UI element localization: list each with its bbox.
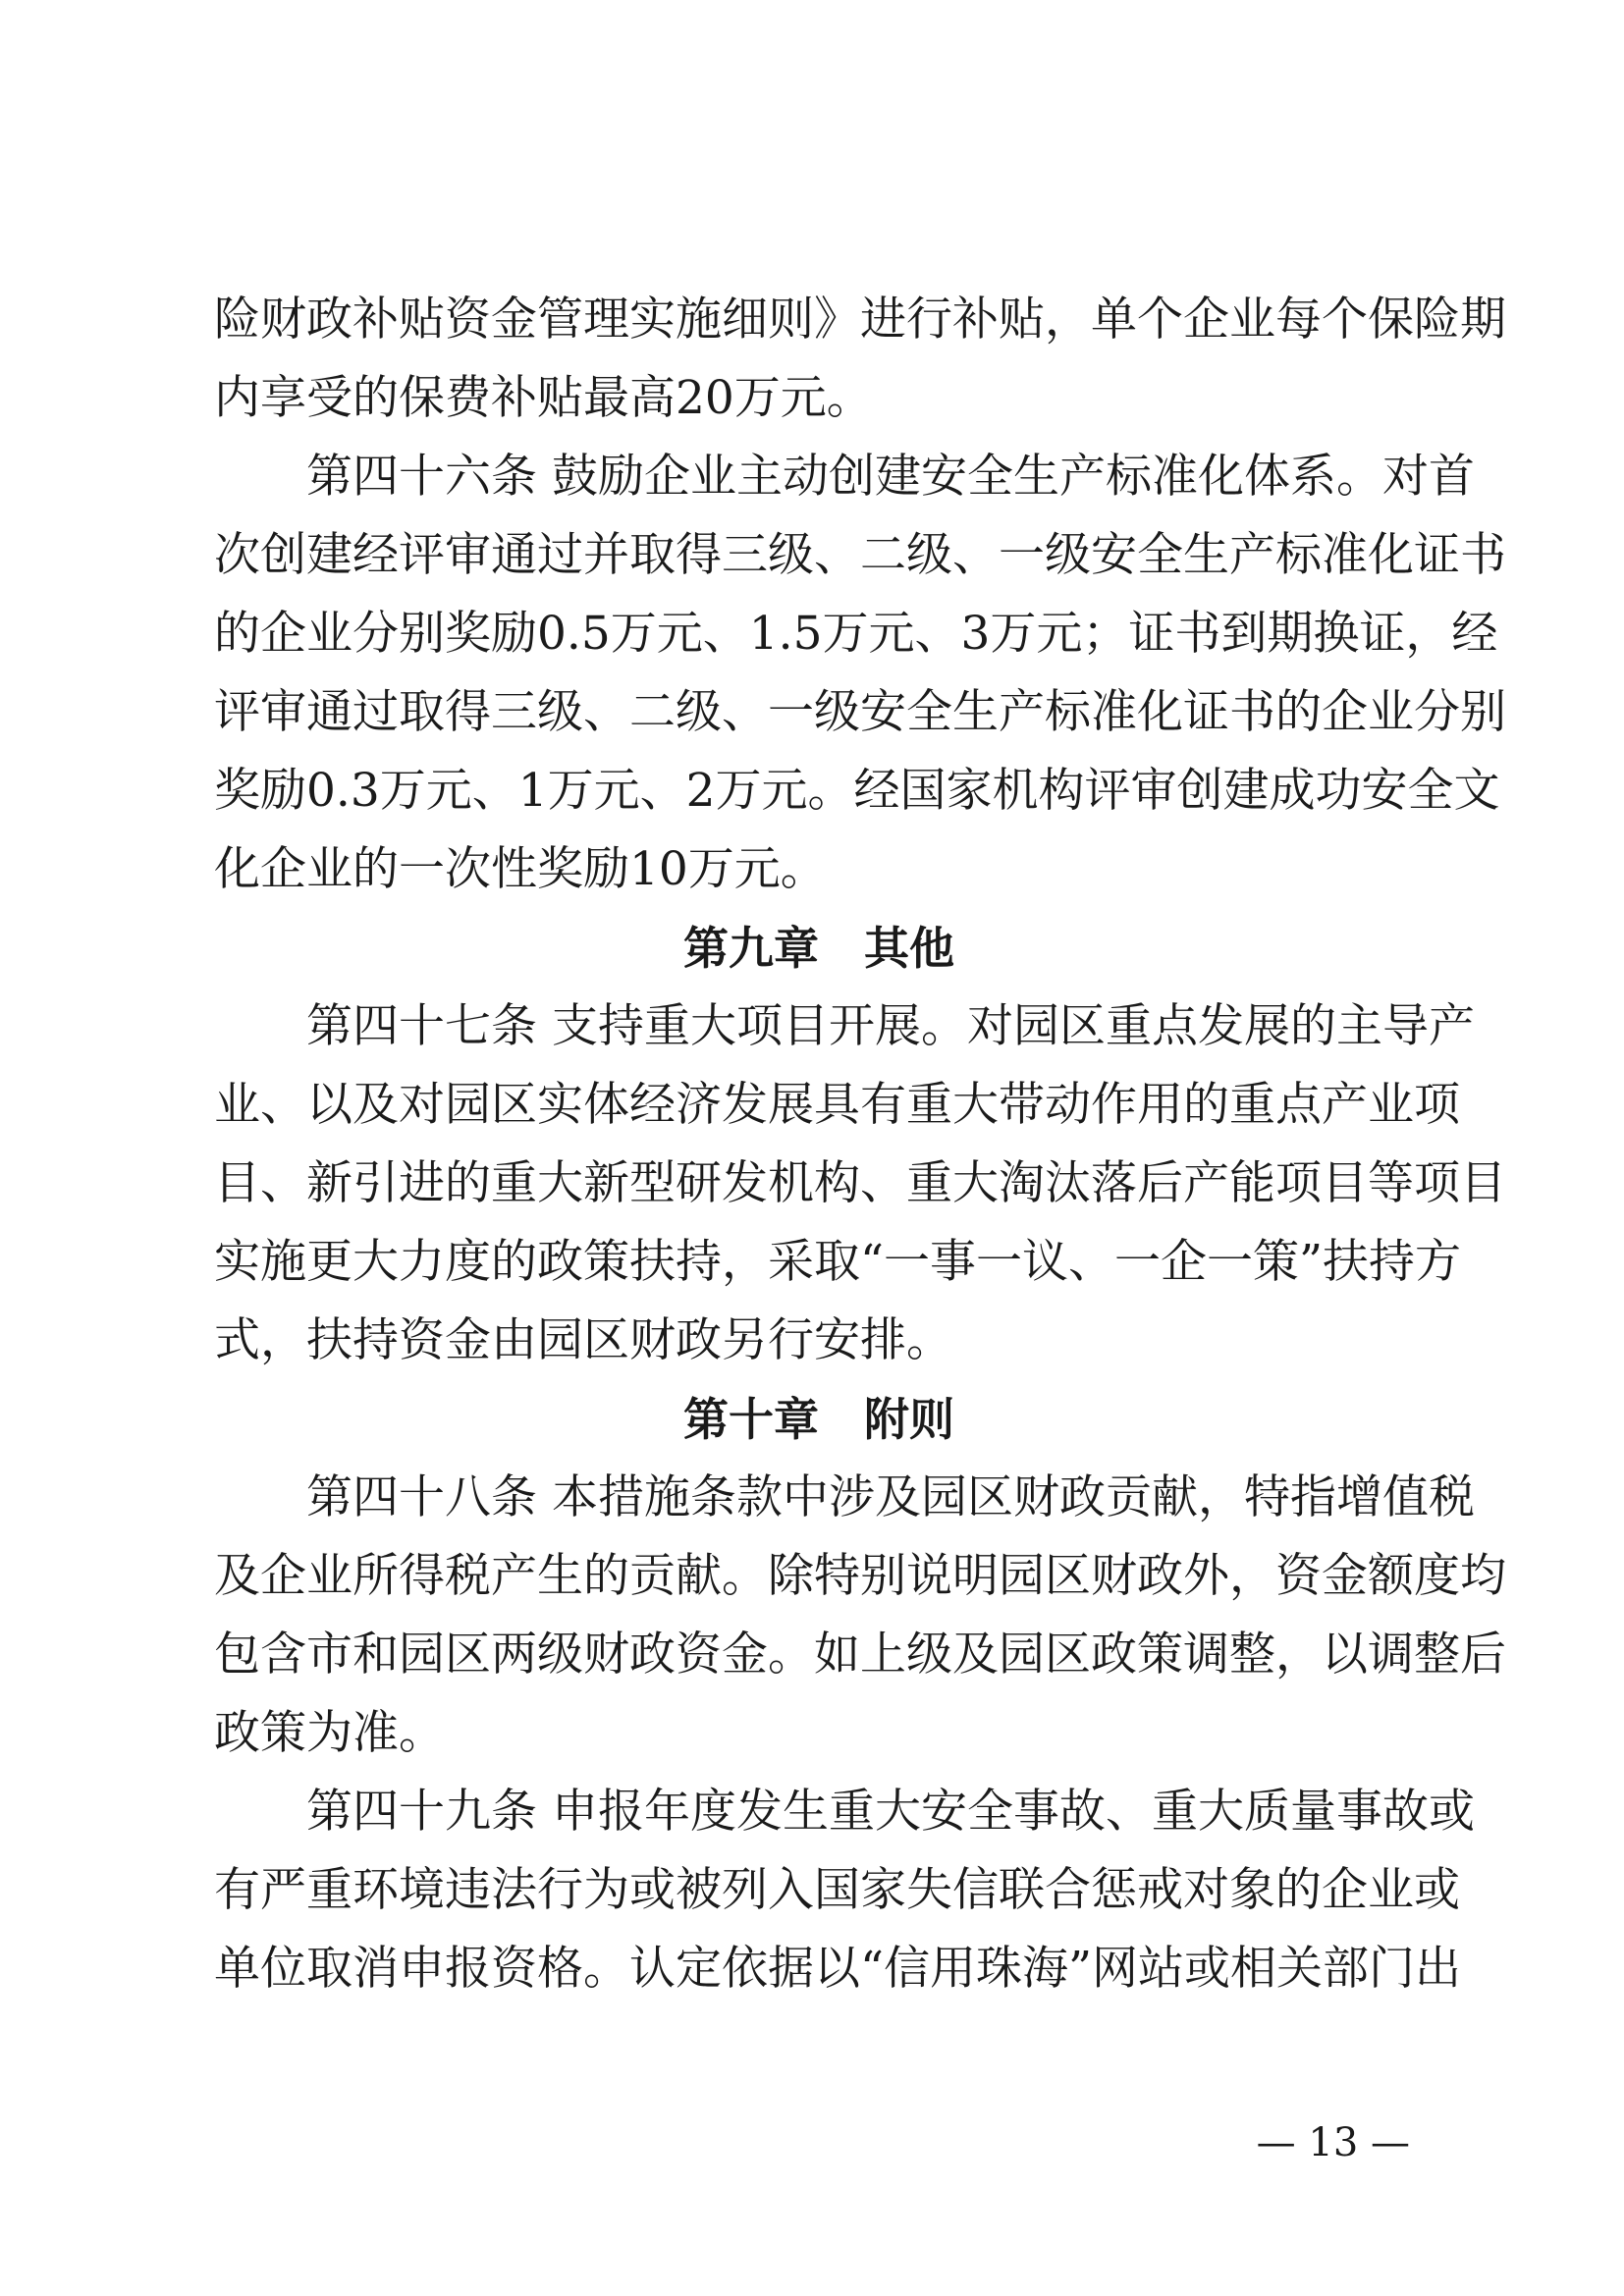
text-line: 有严重环境违法行为或被列入国家失信联合惩戒对象的企业或 <box>214 1863 1460 1917</box>
article-49-first-line: 第四十九条 申报年度发生重大安全事故、重大质量事故或 <box>306 1785 1475 1839</box>
text-line: 评审通过取得三级、二级、一级安全生产标准化证书的企业分别 <box>214 685 1506 739</box>
text-line: 政策为准。 <box>214 1706 445 1760</box>
text-line: 次创建经评审通过并取得三级、二级、一级安全生产标准化证书 <box>214 528 1506 582</box>
text-line: 单位取消申报资格。认定依据以“信用珠海”网站或相关部门出 <box>214 1942 1462 1996</box>
text-line: 包含市和园区两级财政资金。如上级及园区政策调整，以调整后 <box>214 1628 1506 1682</box>
text-line: 险财政补贴资金管理实施细则》进行补贴，单个企业每个保险期 <box>214 293 1506 347</box>
chapter-10-heading: 第十章 附则 <box>683 1393 954 1446</box>
article-48-first-line: 第四十八条 本措施条款中涉及园区财政贡献，特指增值税 <box>306 1470 1475 1524</box>
text-line: 及企业所得税产生的贡献。除特别说明园区财政外，资金额度均 <box>214 1549 1506 1603</box>
document-body <box>214 281 1506 2008</box>
text-line: 式，扶持资金由园区财政另行安排。 <box>214 1313 952 1367</box>
text-line: 实施更大力度的政策扶持，采取“一事一议、一企一策”扶持方 <box>214 1235 1462 1289</box>
article-46-first-line: 第四十六条 鼓励企业主动创建安全生产标准化体系。对首 <box>306 450 1475 504</box>
text-line: 内享受的保费补贴最高20万元。 <box>214 371 873 425</box>
page-number: — 13 — <box>1256 2120 1410 2165</box>
text-line: 奖励0.3万元、1万元、2万元。经国家机构评审创建成功安全文 <box>214 764 1500 818</box>
article-47-first-line: 第四十七条 支持重大项目开展。对园区重点发展的主导产 <box>306 999 1475 1053</box>
text-line: 化企业的一次性奖励10万元。 <box>214 842 827 896</box>
text-line: 业、以及对园区实体经济发展具有重大带动作用的重点产业项 <box>214 1078 1460 1132</box>
text-line: 目、新引进的重大新型研发机构、重大淘汰落后产能项目等项目 <box>214 1156 1506 1210</box>
text-line: 的企业分别奖励0.5万元、1.5万元、3万元；证书到期换证，经 <box>214 607 1498 661</box>
chapter-9-heading: 第九章 其他 <box>683 922 954 975</box>
